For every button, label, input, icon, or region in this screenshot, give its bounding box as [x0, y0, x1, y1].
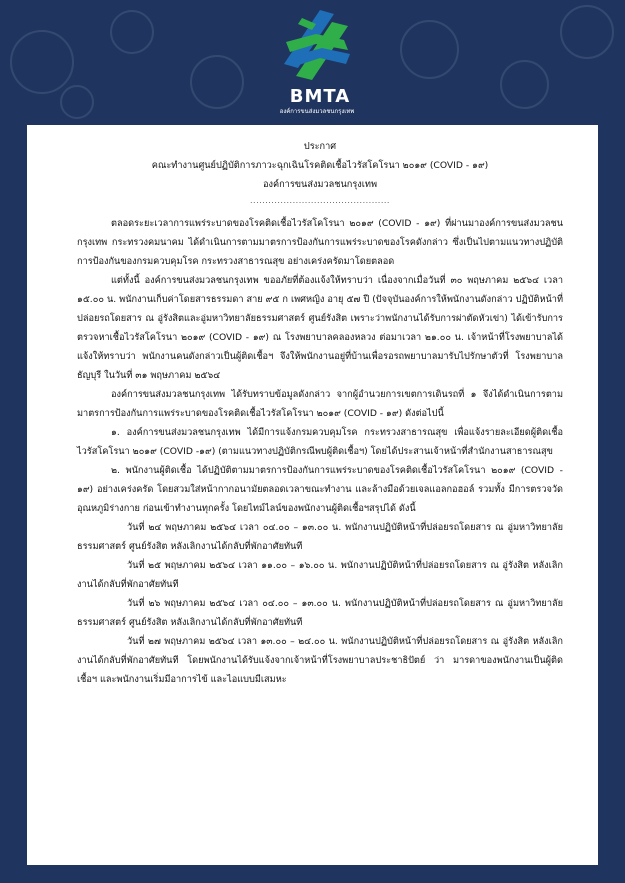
header	[0, 0, 625, 125]
logo-text: BMTA	[289, 86, 351, 107]
doc-heading-organization: องค์การขนส่งมวลชนกรุงเทพ	[262, 179, 378, 190]
paragraph: ๑. องค์การขนส่งมวลชนกรุงเทพ ได้มีการแจ้งกรมควบคุมโรค กระทรวงสาธารณสุข เพื่อแจ้งรายละเอียดผู้ติดเชื้อไวรัสโคโรนา ๒๐๑๙ (COVID -๑๙) (ตามแนวทางปฏิบัติกรณีพบผู้ติดเชื้อฯ) โดยได้ประสานเจ้าหน้าที่สำนักงานสาธารณสุข	[77, 427, 563, 457]
timeline-item: วันที่ ๒๖ พฤษภาคม ๒๕๖๔ เวลา ๐๔.๐๐ – ๑๓.๐๐ น. พนักงานปฏิบัติหน้าที่ปล่อยรถโดยสาร ณ อู่มหาวิทยาลัยธรรมศาสตร์ ศูนย์รังสิต หลังเลิกงานได้กลับที่พักอาศัยทันที	[77, 598, 563, 628]
announcement-document	[27, 125, 598, 865]
paragraph: ตลอดระยะเวลาการแพร่ระบาดของโรคติดเชื้อไวรัสโคโรนา ๒๐๑๙ (COVID - ๑๙) ที่ผ่านมาองค์การขนส่งมวลชนกรุงเทพ กระทรวงคมนาคม ได้ดำเนินการตามมาตรการป้องกันการแพร่ระบาดของโรคดังกล่าว ซึ่งเป็นไปตามแนวทางปฏิบัติการป้องกันของกรมควบคุมโรค กระทรวงสาธารณสุข อย่างเคร่งครัดมาโดยตลอด	[77, 218, 563, 267]
doc-heading-announcement: ประกาศ	[303, 141, 337, 152]
paragraph: แต่ทั้งนี้ องค์การขนส่งมวลชนกรุงเทพ ขออภัยที่ต้องแจ้งให้ทราบว่า เนื่องจากเมื่อวันที่ ๓๐ พฤษภาคม ๒๕๖๔ เวลา ๑๕.๐๐ น. พนักงานเก็บค่าโดยสารธรรมดา สาย ๙๕ ก เพศหญิง อายุ ๕๗ ปี (ปัจจุบันองค์การให้พนักงานดังกล่าว ปฏิบัติหน้าที่ปล่อยรถโดยสาร ณ อู่รังสิตและอู่มหาวิทยาลัยธรรมศาสตร์ ศูนย์รังสิต เพราะว่าพนักงานได้รับการผ่าตัดหัวเข่า) ได้เข้ารับการตรวจหาเชื้อไวรัสโคโรนา ๒๐๑๙ (COVID - ๑๙) ณ โรงพยาบาลคลองหลวง ต่อมาเวลา ๒๑.๐๐ น. เจ้าหน้าที่โรงพยาบาลได้แจ้งให้ทราบว่า พนักงานคนดังกล่าวเป็นผู้ติดเชื้อฯ จึงให้พนักงานอยู่ที่บ้านเพื่อรอรถพยาบาลมารับไปรักษาตัวที่ โรงพยาบาลธัญบุรี ในวันที่ ๓๑ พฤษภาคม ๒๕๖๔	[77, 275, 563, 381]
paragraph: ๒. พนักงานผู้ติดเชื้อ ได้ปฏิบัติตามมาตรการป้องกันการแพร่ระบาดของโรคติดเชื้อไวรัสโคโรนา ๒๐๑๙ (COVID - ๑๙) อย่างเคร่งครัด โดยสวมใส่หน้ากากอนามัยตลอดเวลาขณะทำงาน และล้างมือด้วยเจลแอลกอฮอล์ รวมทั้ง มีการตรวจวัดอุณหภูมิร่างกาย ก่อนเข้าทำงานทุกครั้ง โดยไทม์ไลน์ของพนักงานผู้ติดเชื้อฯสรุปได้ ดังนี้	[77, 465, 563, 514]
doc-heading-committee: คณะทำงานศูนย์ปฏิบัติการภาวะฉุกเฉินโรคติดเชื้อไวรัสโคโรนา ๒๐๑๙ (COVID - ๑๙)	[151, 160, 489, 171]
paragraph: องค์การขนส่งมวลชนกรุงเทพ ได้รับทราบข้อมูลดังกล่าว จากผู้อำนวยการเขตการเดินรถที่ ๑ จึงได้ดำเนินการตามมาตรการป้องกันการแพร่ระบาดของโรคติดเชื้อไวรัสโคโรนา ๒๐๑๙ (COVID - ๑๙) ดังต่อไปนี้	[77, 389, 563, 419]
divider: ..............................................	[250, 196, 390, 205]
timeline-item: วันที่ ๒๗ พฤษภาคม ๒๕๖๔ เวลา ๑๓.๐๐ – ๒๔.๐๐ น. พนักงานปฏิบัติหน้าที่ปล่อยรถโดยสาร ณ อู่รังสิต หลังเลิกงานได้กลับที่พักอาศัยทันที โดยพนักงานได้รับแจ้งจากเจ้าหน้าที่โรงพยาบาลประชาธิปัตย์ ว่า มารดาของพนักงานเป็นผู้ติดเชื้อฯ และพนักงานเริ่มมีอาการไข้ และไอแบบมีเสมหะ	[77, 636, 563, 685]
document-content	[77, 137, 563, 689]
logo-subtitle: องค์การขนส่งมวลชนกรุงเทพ	[279, 108, 355, 115]
timeline-item: วันที่ ๒๔ พฤษภาคม ๒๕๖๔ เวลา ๐๔.๐๐ – ๑๓.๐๐ น. พนักงานปฏิบัติหน้าที่ปล่อยรถโดยสาร ณ อู่มหาวิทยาลัยธรรมศาสตร์ ศูนย์รังสิต หลังเลิกงานได้กลับที่พักอาศัยทันที	[77, 522, 563, 552]
timeline-item: วันที่ ๒๕ พฤษภาคม ๒๕๖๔ เวลา ๑๑.๐๐ – ๑๖.๐๐ น. พนักงานปฏิบัติหน้าที่ปล่อยรถโดยสาร ณ อู่รังสิต หลังเลิกงานได้กลับที่พักอาศัยทันที	[77, 560, 563, 590]
